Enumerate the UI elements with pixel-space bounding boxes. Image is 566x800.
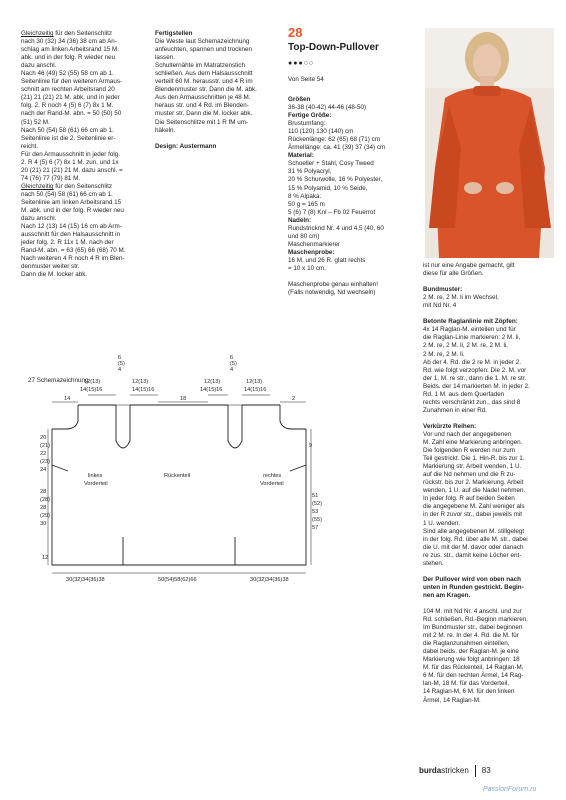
col4-line: Rd. schließen. Rd.-Beginn markieren. (423, 616, 528, 624)
col3-line: 15 % Polyamid, 10 % Seide, (288, 184, 368, 192)
col2-line: Aus den Armausschnitten je 48 M. (155, 94, 251, 102)
footer-divider (475, 765, 476, 777)
col4-line: 1 U. wenden. (423, 519, 461, 527)
col4-line: Vor und nach der angegebenen (423, 430, 512, 438)
col3-line: Maschenmarkierer (288, 240, 341, 248)
col3-line: 16 M. und 26 R. glatt rechts (288, 256, 366, 264)
col2-line: Blendenmuster str. Dann die M. abk. (155, 86, 257, 94)
col1-line: Dann die M. locker abk. (21, 271, 88, 279)
armhole-depth-left (118, 355, 125, 373)
left-heights-top (40, 435, 50, 473)
col4-line: Beids. der 14 markierten M. in jeder 2. (423, 382, 530, 390)
col4-line (423, 600, 553, 608)
col4-line: 2 M. re, 2 M. li. (423, 350, 465, 358)
dim-12-13-center: 12(13) (132, 379, 149, 385)
topnums-a-value: 4 (118, 367, 122, 373)
col3-line: Rundstricknd Nr. 4 und 4,5 (40, 60 (288, 224, 384, 232)
lefth1-value: (21) (40, 443, 50, 449)
lefth2-value: (29) (40, 513, 50, 519)
col4-line: 14 Raglan-M, 6 M. für den linken (423, 688, 515, 696)
watermark: PassionForum.ru (483, 786, 537, 793)
col4-line: Zunahmen in einer Rd. (423, 406, 488, 414)
topnums-a-value: (5) (118, 361, 125, 367)
col4-line: wenden, 1 U. auf die Nadel nehmen. (423, 487, 526, 495)
col1-line: Nach weiteren 4 R noch 4 R im Blen- (21, 255, 125, 263)
materials-column (288, 96, 416, 297)
col4-line: Teil gestrickt. Die 1. Hin-R. bis zur 1. (423, 455, 525, 463)
col2-line: Schulternähte im Matratzenstich (155, 62, 245, 70)
col1-line: Nach 50 (54) 58 (61) 66 cm ab 1. (21, 126, 114, 134)
col4-line: nen am Kragen. (423, 591, 471, 599)
instructions-column-2 (155, 30, 280, 151)
piece-left-2: Vorderteil (84, 481, 108, 487)
col1-line: 74 (76) 77 (79) 81 M. (21, 174, 81, 182)
dim-12-13-left: 12(13) (84, 379, 101, 385)
righth-value: 57 (312, 525, 319, 531)
col4-line: M. Zahl eine Markierung anbringen. (423, 439, 523, 447)
col3-line (288, 273, 416, 281)
col2-line: muster str. Dann die M. locker abk. (155, 110, 253, 118)
col4-line: in der folg. Rd. über alle M. str., dabei (423, 535, 528, 543)
topnums-b-value: 6 (230, 355, 234, 361)
col3-line: Ärmellänge: ca. 41 (39) 37 (34) cm (288, 144, 386, 152)
dim-18: 18 (180, 396, 187, 402)
dim-12-left: 12 (42, 555, 49, 561)
lefth1-value: 22 (40, 451, 47, 457)
col3-line: = 10 x 10 cm. (288, 264, 326, 272)
col4-line: unten in Runden gestrickt. Begin- (423, 583, 524, 591)
col3-line: Rückenlänge: 62 (65) 68 (71) cm (288, 136, 381, 144)
instructions-column-1 (21, 30, 149, 279)
col1-line: Seitenlinie ist die 2. Seitenlinie er- (21, 134, 116, 142)
col4-line: die U. mit der M. davor oder danach (423, 543, 524, 551)
col3-line: Schoeller + Stahl, Cosy Tweed (288, 160, 374, 168)
dim-14-16-center2: 14(15)16 (200, 387, 223, 393)
model-photo (425, 28, 554, 258)
col4-line (423, 278, 553, 286)
finishing-text (155, 38, 280, 135)
col4-line: rückstr. bis zur 2. Markierung. Arbeit (423, 479, 524, 487)
righth-value: 51 (312, 493, 319, 499)
col3-line: Material: (288, 152, 314, 160)
lefth2-value: 28 (40, 505, 47, 511)
dim-9: 9 (309, 443, 313, 449)
col1-line: dazu anschl. (21, 62, 57, 70)
col2-line: Die Seitenschlitze mit 1 R fM um- (155, 118, 249, 126)
col4-line: Ärmel, 14 Raglan-M. (423, 696, 481, 704)
pattern-number: 28 (288, 25, 303, 40)
col4-line: Verkürzte Reihen: (423, 422, 477, 430)
col1-line: schlag am linken Arbeitsrand 15 M. (21, 46, 120, 54)
col1-line: ausschnitt für den Halsausschnitt in (21, 231, 121, 239)
col1-line: nach der Rand-M. abn. = 50 (50) 50 (21, 110, 122, 118)
col4-line (423, 568, 553, 576)
topnums-b-value: 4 (230, 367, 234, 373)
col3-line: Fertige Größe: (288, 112, 332, 120)
col4-line (423, 415, 553, 423)
topnums-b-value: (5) (230, 361, 237, 367)
col4-line: Rd. wie folgt verzopfen: Die 2. M. vor (423, 366, 527, 374)
col4-line: mit 2 M. re. In der 4. Rd. die M. für (423, 632, 519, 640)
topnums-a-value: 6 (118, 355, 122, 361)
lefth1-value: (23) (40, 459, 50, 465)
col1-line: Gleichzeitig für den Seitenschlitz (21, 182, 113, 190)
col3-line: Maschenprobe: (288, 248, 335, 256)
dim-14-16-left: 14(15)16 (80, 387, 103, 393)
underlined-keyword: Gleichzeitig (21, 182, 54, 190)
lefth2-value: 28 (40, 489, 47, 495)
col4-line: Markierung str. Arbeit wenden, 1 U. (423, 463, 522, 471)
dim-12-13-center2: 12(13) (204, 379, 221, 385)
col3-line: Brustumfang: (288, 120, 326, 128)
col4-line: ist nur eine Angabe gemacht, gilt (423, 262, 515, 269)
col4-line: der 1. M. re str., dann die 1. M. re str. (423, 374, 527, 382)
col1-line: 20 (21) 21 (21) 21 M. dazu anschl. = (21, 166, 123, 174)
col4-line: 2 M. re, 2 M. li, 2 M. re, 2 M. li, (423, 342, 509, 350)
col1-line: nach 30 (32) 34 (36) 38 cm ab An- (21, 38, 117, 46)
col4-line: dabei beids. der Raglan-M. je eine (423, 648, 519, 656)
col1-line: reicht. (21, 142, 39, 150)
design-credit: Design: Austermann (155, 142, 217, 150)
bottom-center-dim: 50(54)58(62)66 (158, 577, 197, 583)
right-heights (312, 493, 322, 531)
col3-line: und 80 cm) (288, 232, 320, 240)
col4-line: Der Pullover wird von oben nach (423, 575, 521, 583)
col1-line: denmuster weiter str. (21, 263, 80, 271)
col4-line: stehen. (423, 559, 444, 567)
col4-line: 2 M. re, 2 M. li im Wechsel, (423, 294, 499, 302)
col3-line: 20 % Schurwolle, 16 % Polyester, (288, 176, 383, 184)
col3-line: 8 % Alpaka. (288, 192, 322, 200)
col4-line: re zus. str., damit keine Löcher ent- (423, 551, 522, 559)
col4-line (423, 310, 553, 318)
col3-line: 110 (120) 130 (140) cm (288, 128, 354, 136)
brand-rest: stricken (441, 766, 469, 776)
col1-line: (21) 21 (21) 21 M. abk. und in jeder (21, 94, 120, 102)
col4-line: Bundmuster: (423, 286, 463, 294)
col4-line: diese für alle Größen. (423, 270, 484, 278)
page-footer (419, 765, 491, 777)
schema-label: 27 Schemazeichnung (28, 377, 89, 384)
instructions-column-4 (423, 262, 553, 705)
armhole-depth-right (230, 355, 237, 373)
finishing-heading: Fertigstellen (155, 30, 193, 37)
col1-line: nach 50 (54) 58 (61) 66 cm ab 1. (21, 190, 113, 198)
col4-line: Rd. 1 M. aus dem Querfaden (423, 390, 505, 398)
col4-line: in der R zuvor str., dabei jeweils mit (423, 511, 523, 519)
left-heights-bottom (40, 489, 50, 527)
brand-bold: burda (419, 766, 442, 776)
col1-line: Rand-M. abn. = 63 (65) 66 (68) 70 M. (21, 247, 126, 255)
col4-line: Die folgenden R werden nur zum (423, 447, 516, 455)
col4-line: mit Nd Nr. 4 (423, 302, 457, 310)
piece-right-2: Vorderteil (260, 481, 284, 487)
col1-line: Für den Armausschnitt in jeder folg. (21, 150, 121, 158)
col1-line: (51) 52 M. (21, 118, 50, 126)
col4-line: M. für das Rückenteil, 14 Raglan-M, (423, 664, 524, 672)
col1-line: Nach 46 (49) 52 (55) 58 cm ab 1. (21, 70, 114, 78)
dim-14-16-right: 14(15)16 (244, 387, 267, 393)
col3-line: 50 g = 165 m (288, 200, 325, 208)
col3-line: 36-38 (40-42) 44-46 (48-50) (288, 104, 367, 112)
col4-line: Im Bundmuster str., dabei beginnen (423, 624, 523, 632)
col4-line: In jeder folg. R auf beiden Seiten (423, 495, 515, 503)
col2-line: lassen. (155, 54, 175, 62)
col2-line: Die Weste laut Schemazeichnung (155, 38, 250, 46)
dim-14: 14 (64, 396, 71, 402)
col1-line: folg. 2. R noch 4 (5) 6 (7) 8x 1 M. (21, 102, 114, 110)
col4-line: 4x 14 Raglan-M. einteilen und für (423, 326, 516, 334)
col3-line: Größen (288, 96, 311, 103)
col4-line: Betonte Raglanlinie mit Zöpfen: (423, 318, 518, 326)
col4-line: Ab der 4. Rd. die 2 re M. in jeder 2. (423, 358, 522, 366)
col1-line: abk. und in der folg. R wieder neu (21, 54, 116, 62)
difficulty-rating: ●●●○○ (288, 60, 315, 67)
righth-value: 53 (312, 509, 319, 515)
col2-line: heraus str. und 4 Rd. im Blenden- (155, 102, 249, 110)
col2-line: verteilt 60 M. herausstr. und 4 R im (155, 78, 253, 86)
col4-line: die angegebene M. Zahl weniger als (423, 503, 525, 511)
col1-line: Nach 12 (13) 14 (15) 16 cm ab Arm- (21, 223, 122, 231)
col2-line: schließen. Aus dem Halsausschnitt (155, 70, 253, 78)
col3-line: (Falls notwendig, Nd wechseln) (288, 289, 376, 297)
col2-line: anfeuchten, spannen und trocknen (155, 46, 252, 54)
col1-line: M. abk. und in der folg. R wieder neu (21, 207, 124, 215)
dim-14-16-center: 14(15)16 (132, 387, 155, 393)
dim-2: 2 (292, 396, 296, 402)
col4-line: 6 M. für den rechten Ärmel, 14 Rag- (423, 672, 524, 680)
pattern-title: Top-Down-Pullover (288, 42, 379, 53)
col1-line: dazu anschl. (21, 215, 57, 223)
bottom-left-dim: 30(32)34(36)38 (66, 577, 105, 583)
col4-line: auf die Nd nehmen und die R zu- (423, 471, 516, 479)
col4-line: lan-M, 18 M. für das Vorderteil, (423, 680, 510, 688)
lefth2-value: (28) (40, 497, 50, 503)
lefth2-value: 30 (40, 521, 47, 527)
col4-line: rechts verschränkt zun., das sind 8 (423, 398, 521, 406)
col2-line: häkeln. (155, 126, 176, 134)
lefth1-value: 24 (40, 467, 47, 473)
col1-line: Seitenlinie für den weiteren Armaus- (21, 78, 123, 86)
col3-line: 31 % Polyacryl, (288, 168, 332, 176)
col3-line: Nadeln: (288, 216, 312, 224)
piece-center: Rückenteil (164, 473, 191, 479)
col3-line: 5 (6) 7 (8) Knl – Fb 02 Feuerrot (288, 208, 376, 216)
col4-line: Markierung wie folgt anbringen: 18 (423, 656, 520, 664)
bottom-right-dim: 30(32)34(36)38 (250, 577, 289, 583)
piece-left-1: linkes (88, 473, 103, 479)
col4-line: die Raglanzunahmen einteilen, (423, 640, 510, 648)
righth-value: (52) (312, 501, 322, 507)
col1-line: Gleichzeitig für den Seitenschlitz (21, 30, 113, 37)
underlined-keyword: Gleichzeitig (21, 30, 54, 37)
col1-line: jeder folg. 2. R 11x 1 M. nach der (21, 239, 114, 247)
col1-line: 2. R 4 (5) 6 (7) 8x 1 M. zun. und 1x (21, 158, 119, 166)
piece-right-1: rechtes (263, 473, 282, 479)
col4-line: Sind alle angegebenen M. stillgelegt (423, 527, 525, 535)
dim-12-13-right: 12(13) (246, 379, 263, 385)
page-number: 83 (481, 766, 491, 776)
col1-line: schnitt am rechten Arbeitsrand 20 (21, 86, 115, 94)
col4-line: 104 M. mit Nd Nr. 4 anschl. und zur (423, 608, 522, 616)
col4-line: die Raglan-Linie markieren: 2 M. li, (423, 334, 521, 342)
lefth1-value: 20 (40, 435, 47, 441)
righth-value: (55) (312, 517, 322, 523)
continued-from: Von Seite 54 (288, 76, 324, 83)
col1-line: Seitenlinie am linken Arbeitsrand 15 (21, 198, 122, 206)
col3-line: Maschenprobe genau einhalten! (288, 281, 378, 289)
